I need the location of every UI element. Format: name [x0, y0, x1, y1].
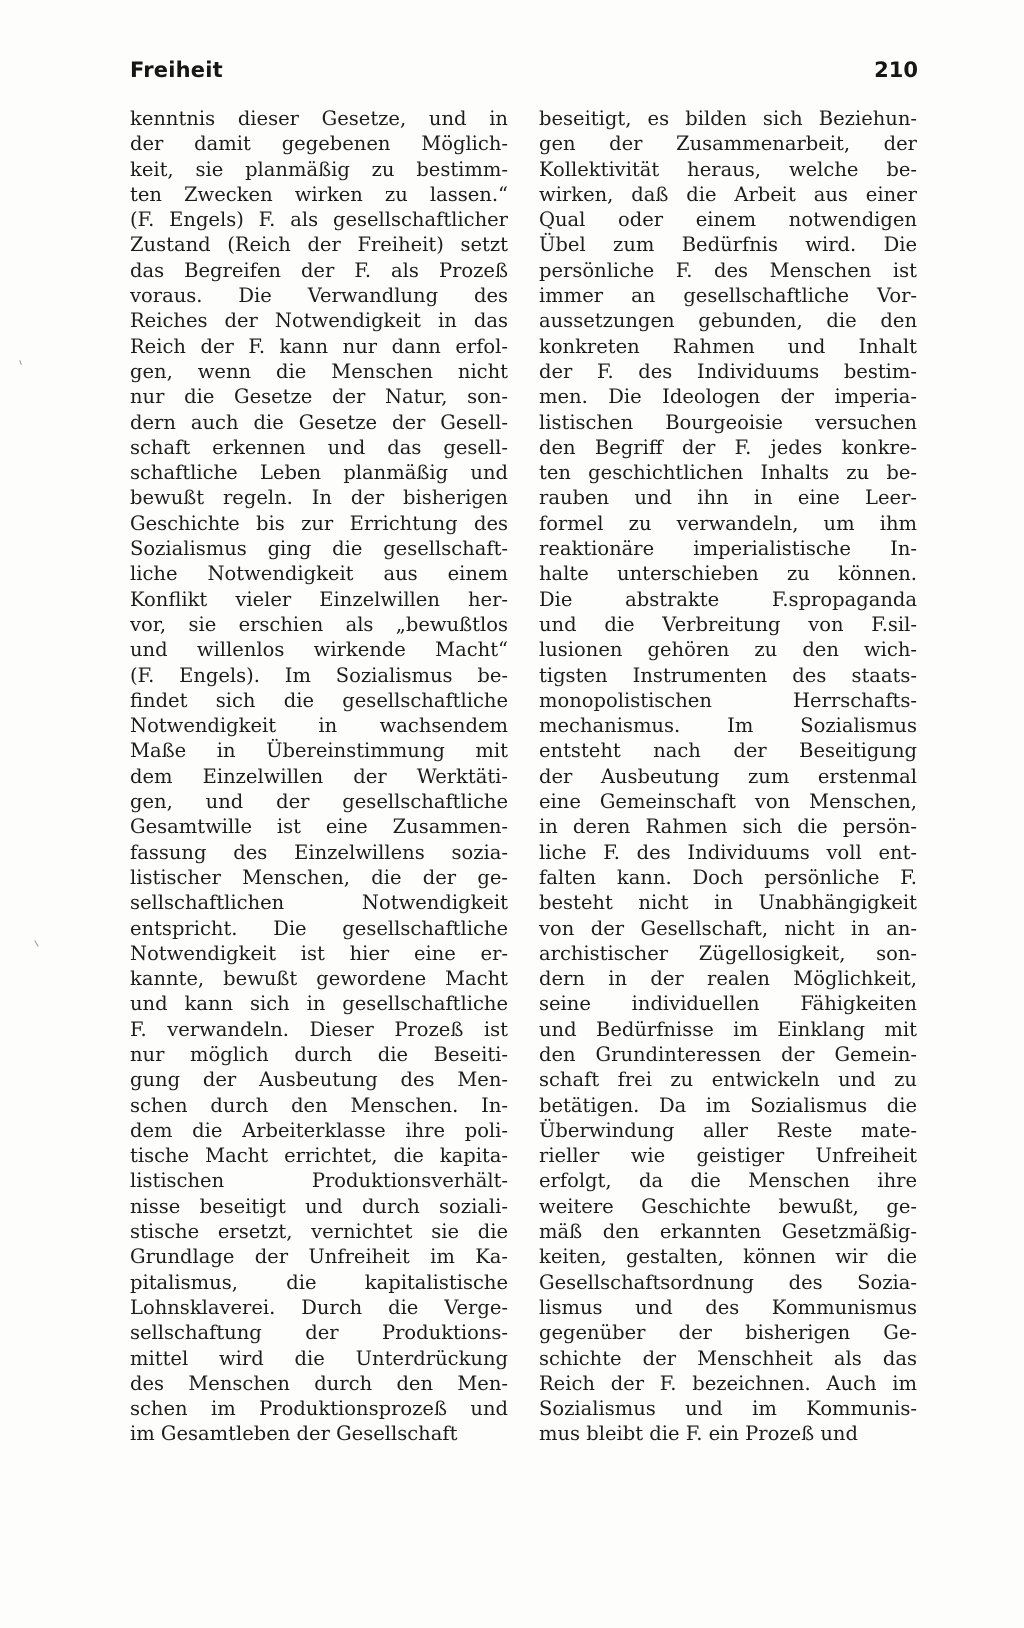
- text-line: dern in der realen Möglichkeit,: [539, 967, 917, 991]
- text-line: entspricht. Die gesellschaftliche: [130, 916, 508, 940]
- text-line: findet sich die gesellschaftliche: [130, 688, 508, 712]
- text-line: und willenlos wirkende Macht“: [130, 638, 508, 662]
- text-line: Gesamtwille ist eine Zusammen-: [130, 815, 508, 839]
- text-line: sellschaftung der Produktions-: [130, 1321, 508, 1345]
- text-line: lusionen gehören zu den wich-: [539, 638, 917, 662]
- text-line: Geschichte bis zur Errichtung des: [130, 511, 508, 535]
- text-line: bewußt regeln. In der bisherigen: [130, 486, 508, 510]
- text-line: Gesellschaftsordnung des Sozia-: [539, 1270, 917, 1294]
- text-line: schichte der Menschheit als das: [539, 1346, 917, 1370]
- text-line: tigsten Instrumenten des staats-: [539, 663, 917, 687]
- text-line: den Grundinteressen der Gemein-: [539, 1042, 917, 1066]
- text-line: gegenüber der bisherigen Ge-: [539, 1321, 917, 1345]
- text-line: Übel zum Bedürfnis wird. Die: [539, 233, 917, 257]
- text-line: mechanismus. Im Sozialismus: [539, 714, 917, 738]
- text-line: entsteht nach der Beseitigung: [539, 739, 917, 763]
- text-line: Reich der F. bezeichnen. Auch im: [539, 1371, 917, 1395]
- text-line: archistischer Zügellosigkeit, son-: [539, 941, 917, 965]
- text-line: sellschaftlichen Notwendigkeit: [130, 891, 508, 915]
- text-line: Grundlage der Unfreiheit im Ka-: [130, 1245, 508, 1269]
- text-line: Reich der F. kann nur dann erfol-: [130, 334, 508, 358]
- text-line: mus bleibt die F. ein Prozeß und: [539, 1422, 858, 1446]
- text-line: und die Verbreitung von F.sil-: [539, 612, 917, 636]
- text-line: (F. Engels) F. als gesellschaftlicher: [130, 208, 508, 232]
- text-line: keit, sie planmäßig zu bestimm-: [130, 157, 508, 181]
- text-line: mäß den erkannten Gesetzmäßig-: [539, 1220, 917, 1244]
- text-line: Sozialismus und im Kommunis-: [539, 1397, 917, 1421]
- text-line: liche Notwendigkeit aus einem: [130, 562, 508, 586]
- text-line: listischen Produktionsverhält-: [130, 1169, 508, 1193]
- text-line: (F. Engels). Im Sozialismus be-: [130, 663, 508, 687]
- text-line: gung der Ausbeutung des Men-: [130, 1068, 508, 1092]
- text-line: kenntnis dieser Gesetze, und in: [130, 107, 508, 130]
- text-line: gen, wenn die Menschen nicht: [130, 359, 508, 383]
- text-line: Maße in Übereinstimmung mit: [130, 739, 508, 763]
- text-line: dem die Arbeiterklasse ihre poli-: [130, 1118, 508, 1142]
- text-line: nur die Gesetze der Natur, son-: [130, 385, 508, 409]
- text-line: Qual oder einem notwendigen: [539, 208, 917, 232]
- text-line: und Bedürfnisse im Einklang mit: [539, 1017, 917, 1041]
- text-line: weitere Geschichte bewußt, ge-: [539, 1194, 917, 1218]
- text-line: voraus. Die Verwandlung des: [130, 284, 508, 308]
- text-line: fassung des Einzelwillens sozia-: [130, 840, 508, 864]
- text-line: monopolistischen Herrschafts-: [539, 688, 917, 712]
- text-line: seine individuellen Fähigkeiten: [539, 992, 917, 1016]
- running-head: Freiheit: [130, 58, 223, 82]
- text-line: schen im Produktionsprozeß und: [130, 1397, 508, 1421]
- text-line: reaktionäre imperialistische In-: [539, 537, 917, 561]
- text-line: Die abstrakte F.spropaganda: [539, 587, 917, 611]
- text-line: beseitigt, es bilden sich Beziehun-: [539, 107, 917, 130]
- text-column-right: [539, 106, 917, 1447]
- text-line: Sozialismus ging die gesellschaft-: [130, 537, 508, 561]
- text-line: F. verwandeln. Dieser Prozeß ist: [130, 1017, 508, 1041]
- text-line: des Menschen durch den Men-: [130, 1371, 508, 1395]
- text-line: vor, sie erschien als „bewußtlos: [130, 612, 508, 636]
- text-line: erfolgt, da die Menschen ihre: [539, 1169, 917, 1193]
- text-line: rieller wie geistiger Unfreiheit: [539, 1144, 917, 1168]
- text-line: Zustand (Reich der Freiheit) setzt: [130, 233, 508, 257]
- text-line: Konflikt vieler Einzelwillen her-: [130, 587, 508, 611]
- text-line: nur möglich durch die Beseiti-: [130, 1042, 508, 1066]
- text-line: der damit gegebenen Möglich-: [130, 132, 508, 156]
- text-line: Notwendigkeit ist hier eine er-: [130, 941, 508, 965]
- text-line: lismus und des Kommunismus: [539, 1295, 917, 1319]
- text-line: ten geschichtlichen Inhalts zu be-: [539, 461, 917, 485]
- text-line: mittel wird die Unterdrückung: [130, 1346, 508, 1370]
- text-line: besteht nicht in Unabhängigkeit: [539, 891, 917, 915]
- text-line: betätigen. Da im Sozialismus die: [539, 1093, 917, 1117]
- text-line: der Ausbeutung zum erstenmal: [539, 764, 917, 788]
- text-line: konkreten Rahmen und Inhalt: [539, 334, 917, 358]
- text-line: eine Gemeinschaft von Menschen,: [539, 790, 917, 814]
- text-line: falten kann. Doch persönliche F.: [539, 865, 917, 889]
- page-number: 210: [874, 58, 918, 82]
- text-line: Überwindung aller Reste mate-: [539, 1118, 917, 1142]
- text-line: der F. des Individuums bestim-: [539, 359, 917, 383]
- text-line: pitalismus, die kapitalistische: [130, 1270, 508, 1294]
- text-line: formel zu verwandeln, um ihm: [539, 511, 917, 535]
- text-line: in deren Rahmen sich die persön-: [539, 815, 917, 839]
- text-line: listischer Menschen, die der ge-: [130, 865, 508, 889]
- text-line: tische Macht errichtet, die kapita-: [130, 1144, 508, 1168]
- text-line: dern auch die Gesetze der Gesell-: [130, 410, 508, 434]
- text-line: persönliche F. des Menschen ist: [539, 258, 917, 282]
- text-line: stische ersetzt, vernichtet sie die: [130, 1220, 508, 1244]
- text-line: das Begreifen der F. als Prozeß: [130, 258, 508, 282]
- text-line: von der Gesellschaft, nicht in an-: [539, 916, 917, 940]
- text-column-left: [130, 106, 508, 1447]
- text-line: im Gesamtleben der Gesellschaft: [130, 1422, 458, 1446]
- text-line: keiten, gestalten, können wir die: [539, 1245, 917, 1269]
- text-line: men. Die Ideologen der imperia-: [539, 385, 917, 409]
- text-line: schaftliche Leben planmäßig und: [130, 461, 508, 485]
- text-line: immer an gesellschaftliche Vor-: [539, 284, 917, 308]
- text-line: gen der Zusammenarbeit, der: [539, 132, 917, 156]
- text-line: halte unterschieben zu können.: [539, 562, 917, 586]
- scan-speck: [34, 940, 38, 947]
- text-line: nisse beseitigt und durch soziali-: [130, 1194, 508, 1218]
- text-line: schaft frei zu entwickeln und zu: [539, 1068, 917, 1092]
- text-line: und kann sich in gesellschaftliche: [130, 992, 508, 1016]
- text-line: Lohnsklaverei. Durch die Verge-: [130, 1295, 508, 1319]
- page-header: [130, 58, 920, 92]
- text-line: schaft erkennen und das gesell-: [130, 435, 508, 459]
- text-line: gen, und der gesellschaftliche: [130, 790, 508, 814]
- text-line: rauben und ihn in eine Leer-: [539, 486, 917, 510]
- text-line: kannte, bewußt gewordene Macht: [130, 967, 508, 991]
- text-line: Reiches der Notwendigkeit in das: [130, 309, 508, 333]
- text-line: liche F. des Individuums voll ent-: [539, 840, 917, 864]
- text-line: den Begriff der F. jedes konkre-: [539, 435, 917, 459]
- text-line: Kollektivität heraus, welche be-: [539, 157, 917, 181]
- text-line: listischen Bourgeoisie versuchen: [539, 410, 917, 434]
- text-line: ten Zwecken wirken zu lassen.“: [130, 182, 508, 206]
- text-line: aussetzungen gebunden, die den: [539, 309, 917, 333]
- text-line: wirken, daß die Arbeit aus einer: [539, 182, 917, 206]
- text-line: schen durch den Menschen. In-: [130, 1093, 508, 1117]
- text-line: dem Einzelwillen der Werktäti-: [130, 764, 508, 788]
- scan-speck: [19, 360, 22, 365]
- text-line: Notwendigkeit in wachsendem: [130, 714, 508, 738]
